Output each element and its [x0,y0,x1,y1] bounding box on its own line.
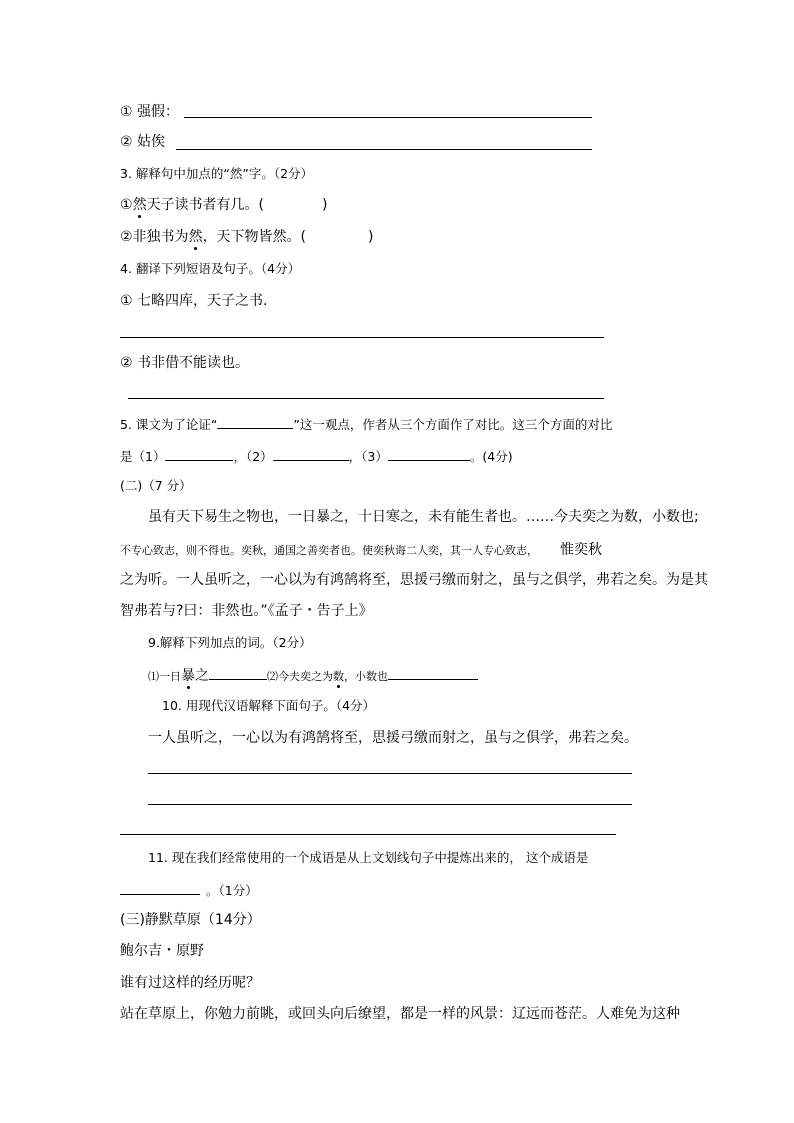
passage-line-2-text: 不专心致志，则不得也。奕秋，通国之善奕者也。使奕秋诲二人奕，其一人专心致志， [120,544,538,557]
q11-idiom-blank[interactable] [120,880,200,895]
q3-s1-close: ) [322,197,328,213]
q9-blank-1[interactable] [209,665,267,680]
q5-line2-c: ，（3） [348,449,388,464]
q9-i2-b: ，小数也 [344,670,388,683]
q3-s2-pre: ②非独书为 [120,229,189,245]
q9-title: 9.解释下列加点的词。（2分） [148,635,312,650]
passage-line-2 [120,541,602,560]
q5-viewpoint-blank[interactable] [217,414,293,429]
q5-line2-a: 是（1） [120,449,166,464]
q5-line1-b: ”这一观点，作者从三个方面作了对比。这三个方面的对比 [293,417,613,432]
q10-sentence: 一人虽听之，一心以为有鸿鹄将至，思援弓缴而射之，虽与之俱学，弗若之矣。 [148,730,638,746]
q2-item-1 [120,103,179,121]
q10-answer-line-1[interactable] [148,773,632,774]
q3-sentence-1 [120,196,328,214]
q5-line2-d: 。(4分) [469,449,513,464]
q2-item-2 [120,133,165,151]
q3-s2-post: ，天下物皆然。( [202,229,307,245]
section-3-para-2: 站在草原上，你勉力前眺，或回头向后缭望，都是一样的风景：辽远而苍茫。人难免为这种 [120,1006,680,1022]
q5-line-1 [120,414,612,434]
q11-line-1: 11. 现在我们经常使用的一个成语是从上文划线句子中提炼出来的， 这个成语是 [148,850,589,865]
passage-line-4: 智弗若与?曰：非然也。”《孟子・告子上》 [120,603,373,619]
q3-s1-post: 天子读书者有几。( [146,197,265,213]
q5-blank-3[interactable] [388,446,470,461]
q9-i1-dotted: 暴 [181,668,195,684]
q2-item-1-label: ① 强假： [120,104,180,120]
q11-line-2 [120,880,258,900]
q3-sentence-2 [120,228,374,246]
q11-line2-text: 。（1分） [206,883,258,898]
q2-item-2-label: ② 姑俟 [120,134,166,150]
section-3-title: (三)静默草原（14分） [120,912,261,928]
passage-line-2-tail: 惟奕秋 [560,542,602,558]
passage-line-3: 之为听。一人虽听之，一心以为有鸿鹄将至，思援弓缴而射之，虽与之俱学，弗若之矣。为是其 [120,572,708,588]
q10-title: 10. 用现代汉语解释下面句子。（4分） [162,698,376,713]
q5-blank-1[interactable] [165,446,233,461]
q4-item-1: ① 七略四库，天子之书. [120,293,268,309]
q10-answer-line-3[interactable] [120,834,616,835]
q2-item-2-answer-line[interactable] [176,149,592,150]
q9-i1-b: 之 [195,668,209,684]
q4-item-2-answer-line[interactable] [128,398,604,399]
q9-blank-2[interactable] [388,665,478,680]
q2-item-1-answer-line[interactable] [184,117,592,118]
q3-s1-dotted-char: 然 [132,197,147,213]
q5-blank-2[interactable] [273,446,349,461]
section-3-para-1: 谁有过这样的经历呢？ [120,975,260,991]
passage-line-1: 虽有天下易生之物也，一日暴之，十日寒之，未有能生者也。……今夫奕之为数，小数也; [148,509,699,525]
q4-title: 4. 翻译下列短语及句子。（4分） [120,261,301,276]
q4-item-1-answer-line[interactable] [120,337,604,338]
section-2-title: (二)（7 分） [120,478,192,493]
q3-s1-pre: ① [120,197,133,213]
q9-i1-a: ⑴一日 [148,670,181,683]
q5-line2-b: ，（2） [233,449,273,464]
q5-line1-a: 5. 课文为了论证“ [120,417,218,432]
q10-answer-line-2[interactable] [148,804,632,805]
q9-items [148,665,478,686]
q3-s2-close: ) [368,229,374,245]
q9-i2-a: ⑵今夫奕之为 [267,670,333,683]
q9-i2-dotted: 数 [333,670,344,683]
q3-s2-dotted-char: 然 [188,229,203,245]
section-3-author: 鲍尔吉・原野 [120,943,204,959]
q3-title: 3. 解释句中加点的“然”字。（2分） [120,166,314,181]
q5-line-2 [120,446,513,466]
q4-item-2: ② 书非借不能读也。 [120,355,250,371]
